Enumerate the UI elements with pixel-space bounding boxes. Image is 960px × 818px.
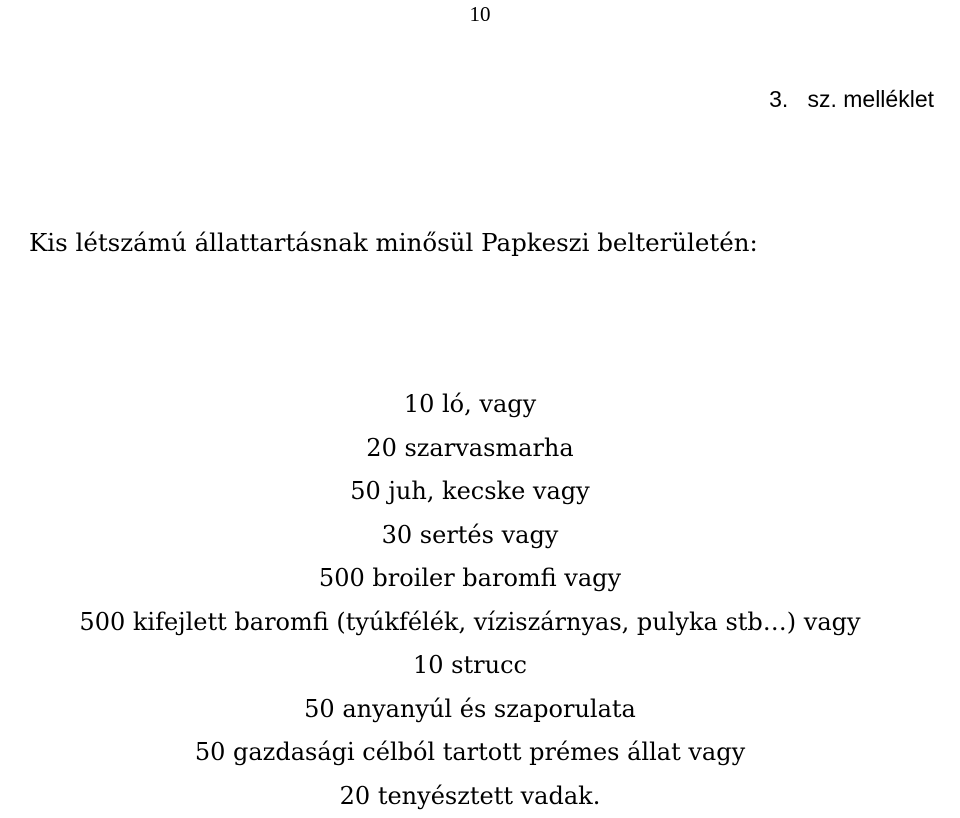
list-item: 50 anyanyúl és szaporulata [0,688,940,732]
list-item: 10 strucc [0,644,940,688]
list-item: 20 tenyésztett vadak. [0,775,940,818]
list-item: 50 gazdasági célból tartott prémes állat vagy [0,731,940,775]
document-title: Kis létszámú állattartásnak minősül Papkeszi belterületén: [29,228,758,257]
list-item: 20 szarvasmarha [0,427,940,471]
list-item: 30 sertés vagy [0,514,940,558]
list-item: 500 broiler baromfi vagy [0,557,940,601]
livestock-list [0,383,940,818]
page-number: 10 [0,2,960,27]
list-item: 500 kifejlett baromfi (tyúkfélék, víziszárnyas, pulyka stb…) vagy [0,601,940,645]
list-item: 10 ló, vagy [0,383,940,427]
annex-label: 3. sz. melléklet [769,86,934,113]
list-item: 50 juh, kecske vagy [0,470,940,514]
